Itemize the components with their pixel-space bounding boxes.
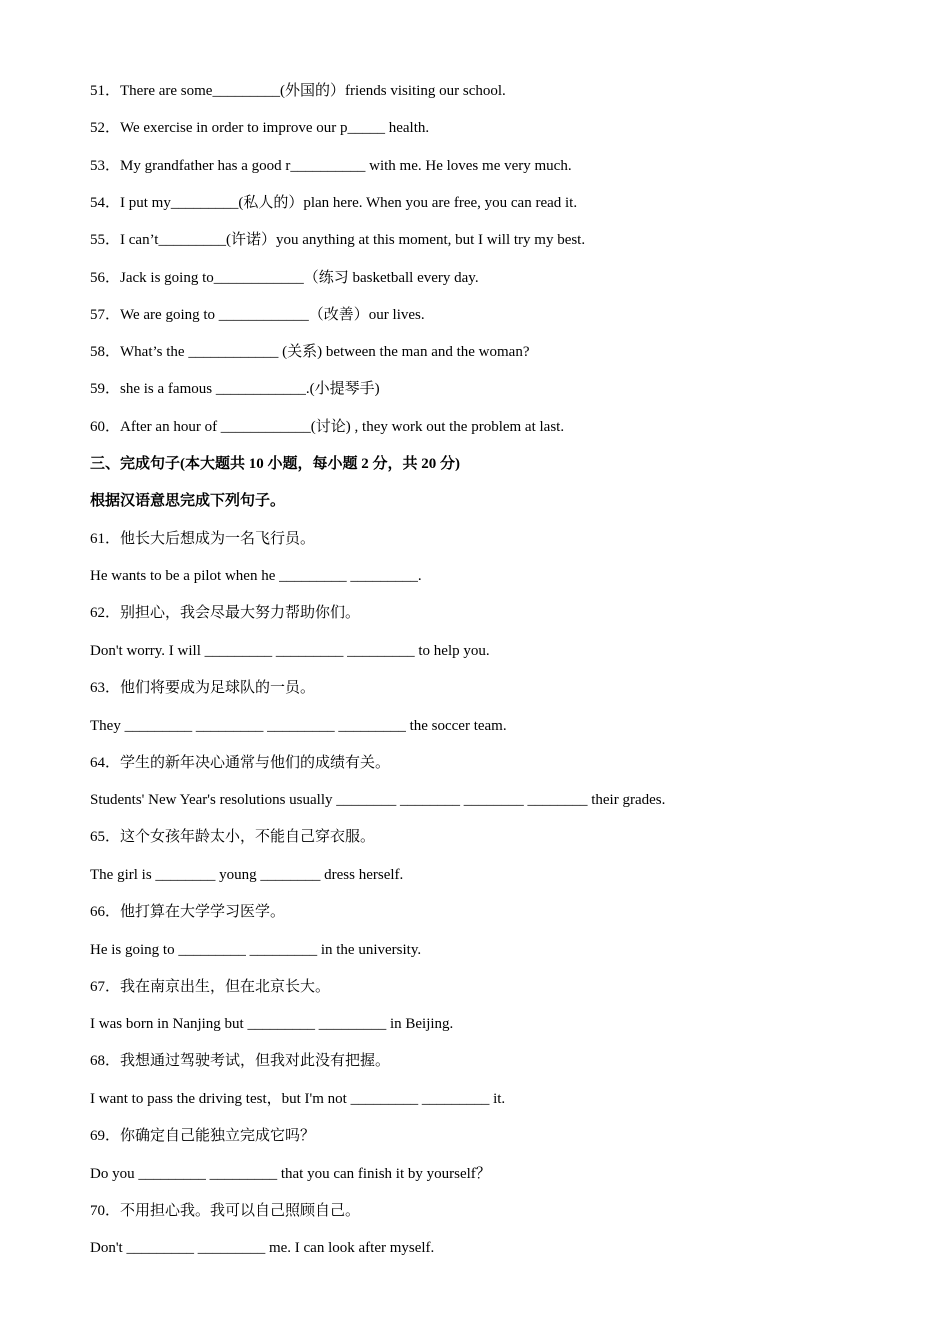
question-number: 58．	[90, 344, 121, 360]
chinese-prompt: 你确定自己能独立完成它吗？	[120, 1128, 316, 1144]
question-60	[90, 416, 910, 438]
question-number: 51．	[90, 83, 121, 99]
chinese-prompt: 他长大后想成为一名飞行员。	[120, 531, 316, 547]
question-number: 54．	[90, 195, 121, 211]
question-number: 70．	[90, 1203, 121, 1219]
question-65-english: The girl is ________ young ________ dress herself.	[90, 867, 404, 883]
chinese-prompt: 学生的新年决心通常与他们的成绩有关。	[120, 755, 391, 771]
question-52	[90, 117, 910, 139]
chinese-prompt: 这个女孩年龄太小，不能自己穿衣服。	[120, 829, 376, 845]
question-number: 52．	[90, 120, 121, 136]
question-number: 55．	[90, 232, 121, 248]
question-text: I put my_________(私人的）plan here. When you are free, you can read it.	[120, 195, 578, 211]
chinese-prompt: 我想通过驾驶考试，但我对此没有把握。	[120, 1053, 391, 1069]
question-62-chinese	[90, 602, 910, 624]
question-68-english: I want to pass the driving test，but I'm not _________ _________ it.	[90, 1091, 506, 1107]
question-63-chinese	[90, 677, 910, 699]
section-instruction: 根据汉语意思完成下列句子。	[90, 493, 286, 509]
question-text: she is a famous ____________.(小提琴手)	[120, 381, 380, 397]
question-70-english: Don't _________ _________ me. I can look after myself.	[90, 1240, 435, 1256]
question-number: 67．	[90, 979, 121, 995]
question-59	[90, 378, 910, 400]
question-64-chinese	[90, 752, 910, 774]
question-text: My grandfather has a good r__________ with me. He loves me very much.	[120, 158, 572, 174]
question-number: 61．	[90, 531, 121, 547]
question-number: 59．	[90, 381, 121, 397]
question-64-english: Students' New Year's resolutions usually ________ ________ ________ ________ their grades.	[90, 792, 666, 808]
question-61-english: He wants to be a pilot when he _________ _________.	[90, 568, 422, 584]
question-68-chinese	[90, 1050, 910, 1072]
question-55	[90, 229, 910, 251]
question-58	[90, 341, 910, 363]
question-53	[90, 155, 910, 177]
question-number: 53．	[90, 158, 121, 174]
question-text: We exercise in order to improve our p_____ health.	[120, 120, 430, 136]
question-number: 64．	[90, 755, 121, 771]
question-number: 57．	[90, 307, 121, 323]
question-text: I can’t_________(许诺）you anything at this moment, but I will try my best.	[120, 232, 586, 248]
question-67-chinese	[90, 976, 910, 998]
question-number: 60．	[90, 419, 121, 435]
question-number: 65．	[90, 829, 121, 845]
question-65-chinese	[90, 826, 910, 848]
chinese-prompt: 他打算在大学学习医学。	[120, 904, 286, 920]
question-text: We are going to ____________（改善）our lives.	[120, 307, 425, 323]
question-text: There are some_________(外国的）friends visiting our school.	[120, 83, 506, 99]
question-number: 69．	[90, 1128, 121, 1144]
question-51	[90, 80, 910, 102]
question-text: After an hour of ____________(讨论) , they work out the problem at last.	[120, 419, 565, 435]
chinese-prompt: 我在南京出生，但在北京长大。	[120, 979, 331, 995]
chinese-prompt: 别担心，我会尽最大努力帮助你们。	[120, 605, 361, 621]
question-number: 62．	[90, 605, 121, 621]
question-54	[90, 192, 910, 214]
question-text: Jack is going to____________（练习 basketball every day.	[120, 270, 479, 286]
question-69-english: Do you _________ _________ that you can finish it by yourself？	[90, 1166, 491, 1182]
question-66-english: He is going to _________ _________ in the university.	[90, 942, 422, 958]
chinese-prompt: 不用担心我。我可以自己照顾自己。	[120, 1203, 361, 1219]
question-62-english: Don't worry. I will _________ _________ _________ to help you.	[90, 643, 490, 659]
question-69-chinese	[90, 1125, 910, 1147]
question-70-chinese	[90, 1200, 910, 1222]
chinese-prompt: 他们将要成为足球队的一员。	[120, 680, 316, 696]
section-title: 三、完成句子(本大题共 10 小题，每小题 2 分，共 20 分)	[90, 456, 460, 472]
question-63-english: They _________ _________ _________ _________ the soccer team.	[90, 718, 507, 734]
question-number: 56．	[90, 270, 121, 286]
question-56	[90, 267, 910, 289]
question-66-chinese	[90, 901, 910, 923]
question-57	[90, 304, 910, 326]
question-67-english: I was born in Nanjing but _________ _________ in Beijing.	[90, 1016, 454, 1032]
question-number: 68．	[90, 1053, 121, 1069]
question-61-chinese	[90, 528, 910, 550]
question-text: What’s the ____________ (关系) between the man and the woman?	[120, 344, 530, 360]
question-number: 63．	[90, 680, 121, 696]
question-number: 66．	[90, 904, 121, 920]
